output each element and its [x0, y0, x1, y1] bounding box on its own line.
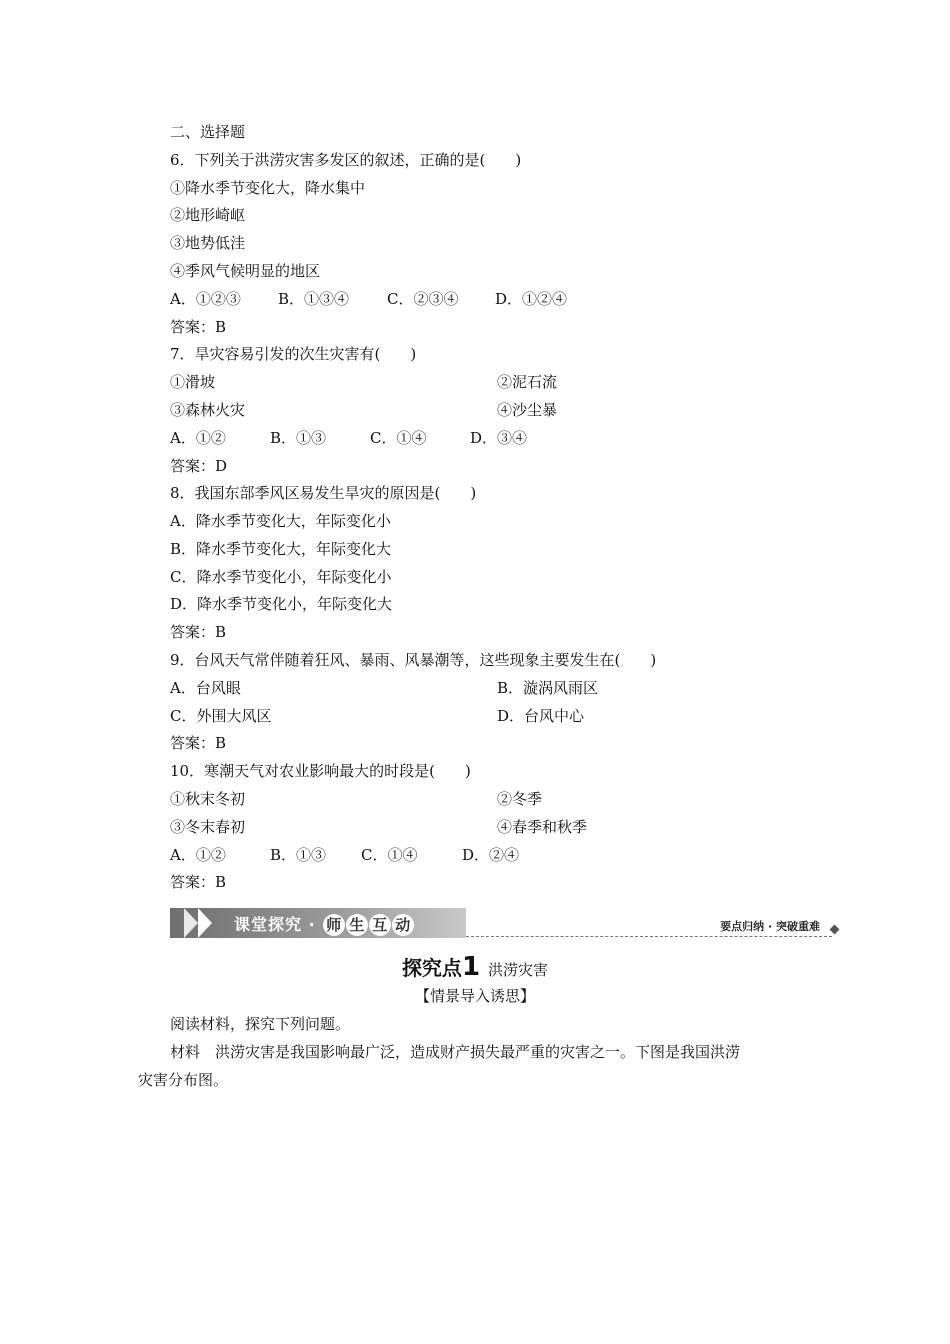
banner-circled-char: 互 [369, 914, 391, 936]
question-10-option-d: D．②④ [462, 846, 520, 864]
question-7-option-b: B．①③ [270, 429, 327, 447]
question-6-option-d: D．①②④ [495, 290, 568, 308]
section-banner [170, 906, 840, 940]
banner-circled-char: 师 [323, 914, 345, 936]
question-10-option-b: B．①③ [270, 846, 327, 864]
explore-material-line: 材料 洪涝灾害是我国影响最广泛，造成财产损失最严重的灾害之一。下图是我国洪涝 [170, 1043, 741, 1061]
question-6-stem: 6．下列关于洪涝灾害多发区的叙述，正确的是( ) [170, 151, 522, 169]
section-title: 二、选择题 [170, 123, 246, 141]
explore-number: 1 [461, 952, 481, 982]
question-9-answer: 答案：B [170, 734, 227, 752]
question-10-item: ④春季和秋季 [497, 818, 588, 836]
question-8-option-a: A．降水季节变化大，年际变化小 [170, 512, 391, 530]
question-10-answer: 答案：B [170, 873, 227, 891]
question-6-item: ③地势低洼 [170, 234, 246, 252]
question-7-item: ②泥石流 [497, 373, 558, 391]
banner-dashed-rule [466, 936, 832, 937]
question-7-stem: 7．旱灾容易引发的次生灾害有( ) [170, 345, 417, 363]
banner-circled-char: 动 [392, 914, 414, 936]
question-7-item: ①滑坡 [170, 373, 216, 391]
question-10-option-a: A．①② [170, 846, 226, 864]
question-9-stem: 9．台风天气常伴随着狂风、暴雨、风暴潮等，这些现象主要发生在( ) [170, 651, 657, 669]
question-7-answer: 答案：D [170, 457, 228, 475]
question-6-item: ②地形崎岖 [170, 206, 246, 224]
question-7-option-a: A．①② [170, 429, 226, 447]
banner-title [234, 912, 414, 936]
explore-label: 探究点 [401, 956, 462, 980]
banner-right-text: 要点归纳 · 突破重难 [720, 920, 820, 933]
question-9-option-b: B．漩涡风雨区 [497, 679, 599, 697]
question-10-option-c: C．①④ [361, 846, 418, 864]
explore-topic: 洪涝灾害 [488, 961, 549, 979]
question-6-answer: 答案：B [170, 318, 227, 336]
question-9-option-a: A．台风眼 [170, 679, 241, 697]
diamond-icon [830, 925, 840, 935]
question-7-item: ④沙尘暴 [497, 401, 558, 419]
question-10-item: ②冬季 [497, 790, 543, 808]
question-9-option-d: D．台风中心 [497, 707, 585, 725]
question-7-option-d: D．③④ [470, 429, 528, 447]
banner-title-prefix: 课堂探究 · [234, 915, 316, 934]
chevron-right-icon [198, 908, 212, 938]
question-6-option-a: A．①②③ [170, 290, 241, 308]
question-9-option-c: C．外围大风区 [170, 707, 272, 725]
question-7-item: ③森林火灾 [170, 401, 246, 419]
banner-circled-char: 生 [346, 914, 368, 936]
explore-intro: 阅读材料，探究下列问题。 [170, 1015, 351, 1033]
question-8-option-c: C．降水季节变化小，年际变化小 [170, 568, 392, 586]
question-10-stem: 10．寒潮天气对农业影响最大的时段是( ) [170, 762, 471, 780]
explore-material-line: 灾害分布图。 [138, 1071, 229, 1089]
question-6-item: ④季风气候明显的地区 [170, 262, 321, 280]
question-6-option-b: B．①③④ [278, 290, 350, 308]
question-8-answer: 答案：B [170, 623, 227, 641]
question-7-option-c: C．①④ [370, 429, 427, 447]
question-10-item: ①秋末冬初 [170, 790, 246, 808]
question-10-item: ③冬末春初 [170, 818, 246, 836]
question-6-option-c: C．②③④ [387, 290, 459, 308]
explore-heading [0, 952, 950, 982]
question-8-stem: 8．我国东部季风区易发生旱灾的原因是( ) [170, 484, 477, 502]
question-8-option-b: B．降水季节变化大，年际变化大 [170, 540, 392, 558]
explore-sub-heading: 【情景导入诱思】 [414, 987, 535, 1005]
question-8-option-d: D．降水季节变化小，年际变化大 [170, 595, 393, 613]
question-6-item: ①降水季节变化大，降水集中 [170, 179, 366, 197]
chevron-right-icon [184, 908, 198, 938]
